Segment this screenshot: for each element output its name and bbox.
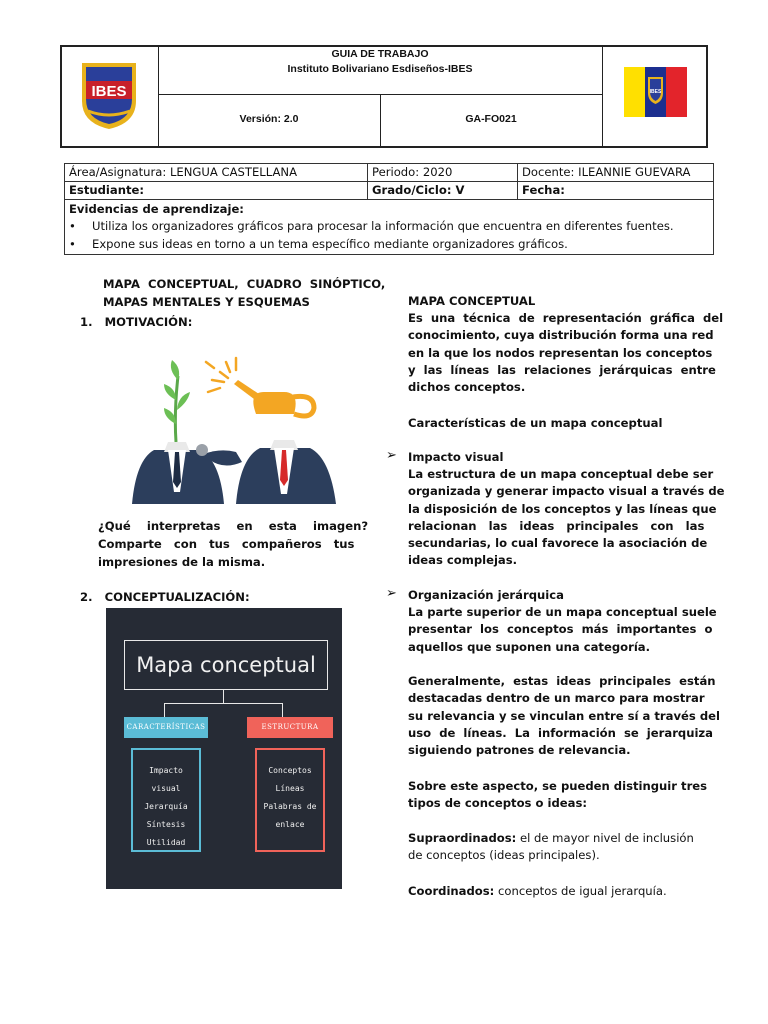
periodo-cell: Periodo: 2020 [372, 165, 453, 179]
info-table [64, 163, 714, 255]
document-header [60, 45, 708, 148]
bullet-dot: • [69, 219, 76, 233]
section-motivacion: 1. MOTIVACIÓN: [80, 315, 193, 329]
right-title: MAPA CONCEPTUAL [408, 294, 536, 308]
organizacion-title: Organización jerárquica [408, 588, 564, 602]
definition-paragraph: Es una técnica de representación gráfica del conocimiento, cuya distribución forma una red en la que los nodos representan los conceptos y las líneas las relaciones jerárquicas entre dichos conceptos. [408, 311, 724, 395]
fecha-cell: Fecha: [522, 183, 565, 197]
estructura-box [255, 748, 325, 852]
sobre-paragraph: Sobre este aspecto, se pueden distinguir tres tipos de conceptos o ideas: [408, 779, 708, 811]
concept-map-image [106, 608, 342, 889]
characteristics-title: Características de un mapa conceptual [408, 416, 663, 430]
question-line: ¿Qué interpretas en esta imagen? [98, 519, 369, 533]
area-cell: Área/Asignatura: LENGUA CASTELLANA [69, 165, 298, 179]
flag-icon [624, 67, 687, 117]
main-heading-line2: MAPAS MENTALES Y ESQUEMAS [103, 295, 310, 309]
evidencias-title: Evidencias de aprendizaje: [69, 202, 244, 216]
list-item: Palabras de [263, 802, 317, 811]
section-conceptualizacion: 2. CONCEPTUALIZACIÓN: [80, 590, 250, 604]
impacto-paragraph: La estructura de un mapa conceptual debe ser organizada y generar impacto visual a través de la disposición de los conceptos y las líneas que relacionan las ideas principales con las secundarias, lo cual favorece la asociación de ideas complejas. [408, 467, 725, 568]
bullet-dot: • [69, 237, 76, 251]
arrow-bullet-icon: ➢ [386, 585, 397, 600]
organizacion-paragraph: La parte superior de un mapa conceptual suele presentar los conceptos más importantes o aquellos que suponen una categoría. [408, 605, 717, 654]
list-item: Utilidad [146, 838, 186, 847]
tag-caracteristicas: CARACTERÍSTICAS [124, 717, 208, 738]
main-heading-line1: MAPA CONCEPTUAL, CUADRO SINÓPTICO, [103, 277, 386, 291]
list-item: enlace [275, 820, 305, 829]
document-code: GA-FO021 [465, 113, 517, 125]
doc-title: GUIA DE TRABAJO [331, 48, 429, 60]
question-line: impresiones de la misma. [98, 555, 266, 569]
svg-text:IBES: IBES [649, 89, 662, 95]
evidence-item: Utiliza los organizadores gráficos para procesar la información que encuentra en diferentes fuentes. [92, 219, 674, 233]
generalmente-paragraph: Generalmente, estas ideas principales están destacadas dentro de un marco para mostrar su relevancia y se vinculan entre sí a través del uso de líneas. La información se jerarquiza siguiendo patrones de relevancia. [408, 674, 720, 758]
supraordinados-paragraph: Supraordinados: el de mayor nivel de inclusión de conceptos (ideas principales). [408, 831, 694, 863]
list-item: Síntesis [146, 820, 186, 829]
docente-cell: Docente: ILEANNIE GUEVARA [522, 165, 691, 179]
version-label: Versión: 2.0 [239, 113, 299, 125]
evidence-item: Expone sus ideas en torno a un tema específico mediante organizadores gráficos. [92, 237, 568, 251]
impacto-title: Impacto visual [408, 450, 504, 464]
concept-map-title: Mapa conceptual [124, 640, 328, 690]
list-item: Conceptos [268, 766, 312, 775]
question-line: Comparte con tus compañeros tus [98, 537, 355, 551]
list-item: Líneas [275, 784, 305, 793]
arrow-bullet-icon: ➢ [386, 447, 397, 462]
grado-cell: Grado/Ciclo: V [372, 183, 465, 197]
coordinados-paragraph: Coordinados: conceptos de igual jerarquía. [408, 884, 667, 898]
estudiante-cell: Estudiante: [69, 183, 145, 197]
list-item: Jerarquía [144, 802, 188, 811]
caracteristicas-box [131, 748, 201, 852]
tag-estructura: ESTRUCTURA [247, 717, 333, 738]
institute-name: Instituto Bolivariano Esdiseños-IBES [287, 63, 473, 75]
logo-text: IBES [91, 83, 127, 100]
motivation-illustration [124, 352, 340, 508]
ibes-logo [78, 59, 140, 131]
list-item: Impacto visual [149, 766, 183, 793]
